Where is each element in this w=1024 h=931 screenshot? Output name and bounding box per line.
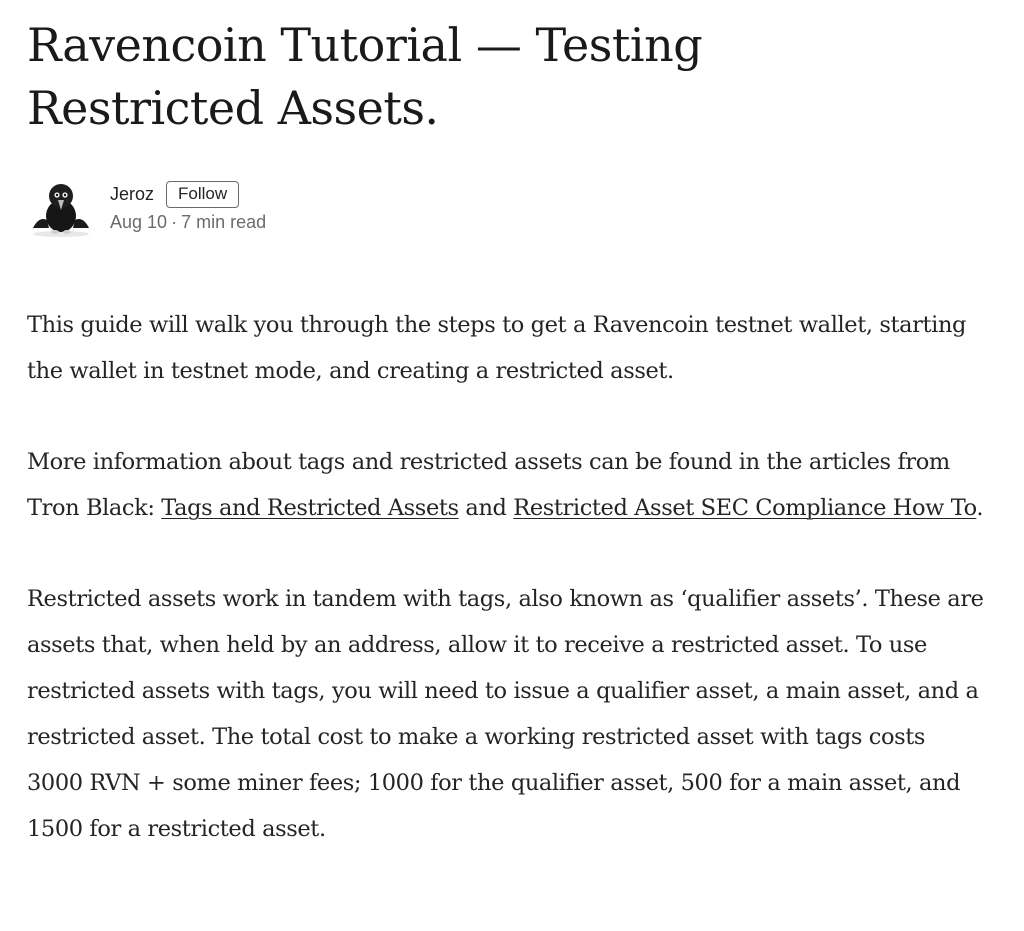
paragraph-more-info-suffix: .	[976, 495, 984, 521]
title-line-2: Restricted Assets.	[27, 81, 439, 135]
tags-and-restricted-assets-link[interactable]: Tags and Restricted Assets	[161, 495, 459, 521]
article-title	[27, 0, 987, 140]
title-line-1: Ravencoin Tutorial — Testing	[27, 18, 703, 72]
paragraph-intro: This guide will walk you through the steps to get a Ravencoin testnet wallet, starting the wallet in testnet mode, and creating a restricted asset.	[27, 312, 967, 384]
paragraph-restricted-assets: Restricted assets work in tandem with tags, also known as ‘qualifier assets’. These are assets that, when held by an address, allow it to receive a restricted asset. To use restricted assets with tags, you will need to issue a qualifier asset, a main asset, and a restricted asset. The total cost to make a working restricted asset with tags costs 3000 RVN + some miner fees; 1000 for the qualifier asset, 500 for a main asset, and 1500 for a restricted asset.	[27, 586, 984, 842]
article-body	[27, 302, 987, 897]
author-row	[110, 180, 239, 208]
read-time: 7 min read	[181, 212, 267, 232]
author-avatar[interactable]	[27, 176, 95, 240]
paragraph-more-info	[27, 439, 987, 531]
follow-button[interactable]: Follow	[166, 181, 239, 208]
paragraph-more-info-prefix: More information about tags and restricted assets can be found in the articles from Tron Black:	[27, 449, 950, 521]
raven-plush-avatar-icon	[27, 176, 95, 240]
sec-compliance-link[interactable]: Restricted Asset SEC Compliance How To	[513, 495, 977, 521]
post-date: Aug 10	[110, 212, 168, 232]
article	[27, 0, 987, 842]
paragraph-more-info-middle: and	[458, 495, 514, 521]
meta-separator: ·	[171, 212, 178, 232]
post-meta	[110, 210, 266, 234]
byline	[27, 176, 427, 240]
author-name[interactable]: Jeroz	[110, 183, 155, 204]
